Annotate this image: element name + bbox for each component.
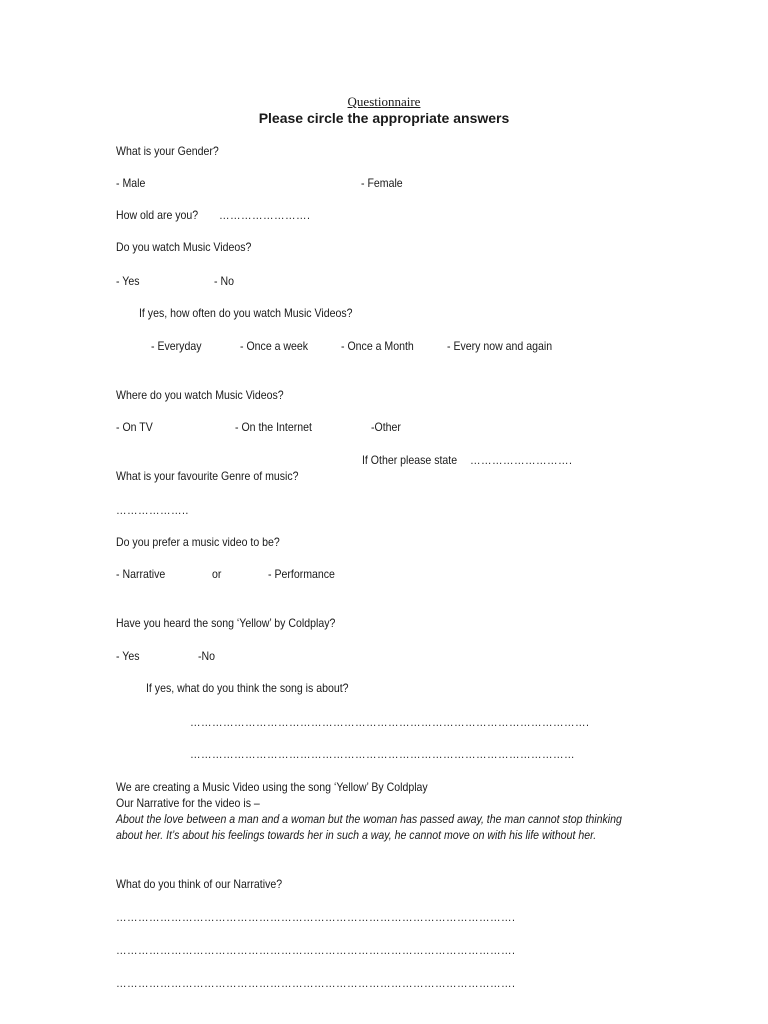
- gender-option-male[interactable]: - Male: [116, 176, 146, 190]
- watch-option-yes[interactable]: - Yes: [116, 274, 140, 288]
- song-about-answer-line-2[interactable]: ……………………………………………………………………………………………: [190, 747, 575, 761]
- prefer-question: Do you prefer a music video to be?: [116, 535, 280, 549]
- song-about-answer-line-1[interactable]: ……………………………………………………………………………………………….: [190, 715, 590, 729]
- watch-option-no[interactable]: - No: [214, 274, 234, 288]
- narrative-answer-line-1[interactable]: ……………………………………………………………………………………………….: [116, 910, 516, 924]
- narrative-answer-line-3[interactable]: ……………………………………………………………………………………………….: [116, 976, 516, 990]
- heard-option-yes[interactable]: - Yes: [116, 649, 140, 663]
- watch-question: Do you watch Music Videos?: [116, 240, 252, 254]
- prefer-connector: or: [212, 567, 222, 581]
- other-prompt: If Other please state: [362, 453, 458, 467]
- where-option-tv[interactable]: - On TV: [116, 420, 153, 434]
- gender-option-female[interactable]: - Female: [361, 176, 403, 190]
- narrative-description: About the love between a man and a woman but the woman has passed away, the man cannot stop thinking about her. It’s about his feelings towards her in such a way, he cannot move on with his life without her.: [116, 812, 622, 842]
- age-answer-blank[interactable]: …………………….: [219, 208, 311, 222]
- song-about-question: If yes, what do you think the song is about?: [146, 681, 349, 695]
- where-option-other[interactable]: -Other: [371, 420, 401, 434]
- heard-option-no[interactable]: -No: [198, 649, 216, 663]
- page-title: Questionnaire: [347, 94, 421, 109]
- age-question: How old are you?: [116, 208, 199, 222]
- narrative-answer-line-2[interactable]: ……………………………………………………………………………………………….: [116, 943, 516, 957]
- prefer-option-performance[interactable]: - Performance: [268, 567, 335, 581]
- genre-question: What is your favourite Genre of music?: [116, 469, 299, 483]
- frequency-option-now-and-again[interactable]: - Every now and again: [447, 339, 553, 353]
- frequency-option-everyday[interactable]: - Everyday: [151, 339, 202, 353]
- narrative-intro: We are creating a Music Video using the song ‘Yellow’ By Coldplay: [116, 780, 428, 794]
- instructions-heading: Please circle the appropriate answers: [258, 110, 510, 126]
- frequency-option-week[interactable]: - Once a week: [240, 339, 309, 353]
- narrative-opinion-question: What do you think of our Narrative?: [116, 877, 283, 891]
- gender-question: What is your Gender?: [116, 144, 219, 158]
- frequency-question: If yes, how often do you watch Music Videos?: [139, 306, 353, 320]
- prefer-option-narrative[interactable]: - Narrative: [116, 567, 166, 581]
- heard-question: Have you heard the song ‘Yellow’ by Coldplay?: [116, 616, 336, 630]
- other-answer-blank[interactable]: ……………………….: [470, 453, 573, 467]
- genre-answer-blank[interactable]: ………………..: [116, 503, 189, 517]
- narrative-lead: Our Narrative for the video is –: [116, 796, 260, 810]
- where-question: Where do you watch Music Videos?: [116, 388, 284, 402]
- narrative-block: [116, 779, 646, 843]
- where-option-internet[interactable]: - On the Internet: [235, 420, 312, 434]
- frequency-option-month[interactable]: - Once a Month: [341, 339, 414, 353]
